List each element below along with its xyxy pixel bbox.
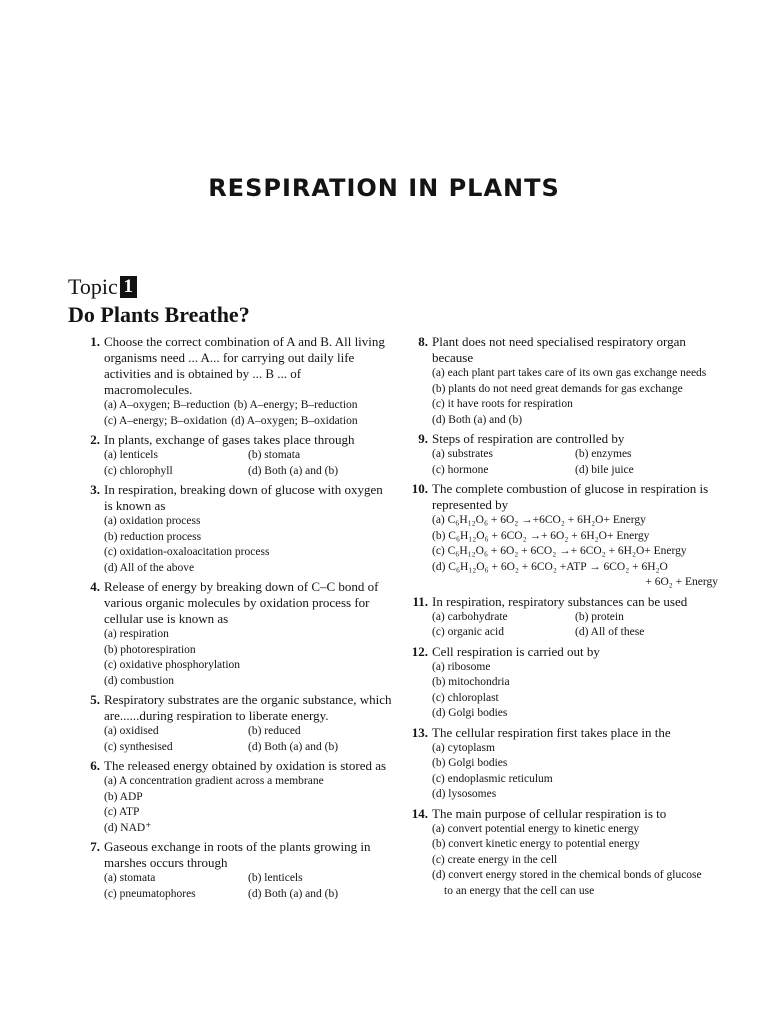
question-1 xyxy=(80,334,392,429)
question-3 xyxy=(80,482,392,576)
option-c: (c) hormone xyxy=(432,463,489,476)
option-d: (d) Both (a) and (b) xyxy=(248,740,339,753)
option-c: (c) create energy in the cell xyxy=(432,853,558,866)
question-2 xyxy=(80,432,392,479)
option-b: (b) Golgi bodies xyxy=(432,757,508,769)
option-c: (c) pneumatophores xyxy=(104,887,196,900)
section-heading: Do Plants Breathe? xyxy=(68,302,250,327)
topic-number-badge: 1 xyxy=(120,276,137,298)
option-a: (a) oxidation process xyxy=(104,515,201,527)
question-stem: The cellular respiration first takes place in the xyxy=(432,724,671,740)
question-number: 4. xyxy=(90,579,100,594)
question-14 xyxy=(404,806,718,900)
option-a: (a) ribosome xyxy=(432,660,491,673)
question-stem: Steps of respiration are controlled by xyxy=(432,431,625,446)
option-d: (d) bile juice xyxy=(575,463,634,476)
option-a: (a) stomata xyxy=(104,872,156,884)
option-a: (a) oxidised xyxy=(104,725,159,737)
question-12 xyxy=(404,644,718,722)
option-d-continued: + 6O₂ + Energy xyxy=(645,576,718,588)
option-d: (d) Both (a) and (b) xyxy=(432,413,523,426)
topic-label xyxy=(68,274,137,300)
question-6 xyxy=(80,758,392,836)
question-stem: Choose the correct combination of A and B. All living organisms need ... A... for carrying out daily life activities and is obtained by ... B ... of macromolecules. xyxy=(104,334,385,397)
option-b: (b) C₆H₁₂O₆ + 6CO₂ →+ 6O₂ + 6H₂O+ Energy xyxy=(432,529,650,542)
question-stem: In plants, exchange of gases takes place through xyxy=(104,432,355,447)
option-b: (b) convert kinetic energy to potential energy xyxy=(432,838,640,850)
option-c: (c) it have roots for respiration xyxy=(432,398,573,410)
option-a: (a) carbohydrate xyxy=(432,610,508,623)
option-c: (c) endoplasmic reticulum xyxy=(432,772,553,785)
option-c: (c) chloroplast xyxy=(432,691,499,704)
question-7 xyxy=(80,839,392,902)
question-stem: Release of energy by breaking down of C–C bond of various organic molecules by oxidation process for cellular use is known as xyxy=(104,579,379,626)
option-a: (a) lenticels xyxy=(104,449,158,461)
option-d: (d) A–oxygen; B–oxidation xyxy=(231,414,358,427)
option-c: (c) oxidation-oxaloacitation process xyxy=(104,546,270,558)
question-stem: In respiration, breaking down of glucose with oxygen is known as xyxy=(104,482,383,513)
option-a: (a) respiration xyxy=(104,628,169,640)
question-number: 10. xyxy=(411,481,428,496)
question-number: 9. xyxy=(418,431,428,446)
option-a: (a) A concentration gradient across a membrane xyxy=(104,775,324,787)
question-number: 13. xyxy=(411,724,428,740)
option-b: (b) plants do not need great demands for gas exchange xyxy=(432,382,683,395)
option-d: (d) convert energy stored in the chemical bonds of glucose xyxy=(432,869,702,881)
option-a: (a) cytoplasm xyxy=(432,741,495,754)
option-b: (b) mitochondria xyxy=(432,676,510,688)
page-title: RESPIRATION IN PLANTS xyxy=(208,174,560,203)
option-c: (c) oxidative phosphorylation xyxy=(104,659,241,671)
question-stem: Cell respiration is carried out by xyxy=(432,643,600,659)
option-a: (a) substrates xyxy=(432,448,493,460)
question-5 xyxy=(80,692,392,755)
right-column xyxy=(404,334,718,902)
option-d: (d) Both (a) and (b) xyxy=(248,887,339,900)
question-number: 5. xyxy=(90,692,100,707)
option-b: (b) enzymes xyxy=(575,448,632,460)
question-9 xyxy=(404,431,718,478)
option-d: (d) All of the above xyxy=(104,561,195,574)
option-c: (c) synthesised xyxy=(104,740,173,753)
option-b: (b) stomata xyxy=(248,449,301,461)
option-d: (d) Golgi bodies xyxy=(432,707,508,719)
option-d: (d) combustion xyxy=(104,674,174,687)
question-number: 1. xyxy=(90,334,100,349)
question-stem: Gaseous exchange in roots of the plants growing in marshes occurs through xyxy=(104,839,371,870)
topic-word: Topic xyxy=(68,274,118,299)
option-b: (b) reduction process xyxy=(104,530,202,543)
question-number: 3. xyxy=(90,482,100,497)
option-c: (c) ATP xyxy=(104,806,140,818)
question-number: 2. xyxy=(90,432,100,447)
option-d: (d) NAD⁺ xyxy=(104,821,152,834)
question-number: 6. xyxy=(90,758,100,773)
question-11 xyxy=(404,594,718,641)
option-b: (b) reduced xyxy=(248,725,301,737)
option-b: (b) A–energy; B–reduction xyxy=(233,399,358,411)
question-stem: Plant does not need specialised respiratory organ because xyxy=(432,334,686,365)
option-a: (a) C₆H₁₂O₆ + 6O₂ →+6CO₂ + 6H₂O+ Energy xyxy=(432,514,646,526)
question-4 xyxy=(80,579,392,689)
option-d: (d) Both (a) and (b) xyxy=(248,464,339,477)
option-d: (d) lysosomes xyxy=(432,788,497,800)
question-10 xyxy=(404,481,718,591)
question-stem: Respiratory substrates are the organic substance, which are......during respiration to liberate energy. xyxy=(104,692,392,723)
question-number: 14. xyxy=(411,805,428,821)
option-c: (c) chlorophyll xyxy=(104,464,173,477)
question-stem: In respiration, respiratory substances can be used xyxy=(432,593,688,609)
option-b: (b) ADP xyxy=(104,790,143,803)
option-a: (a) A–oxygen; B–reduction xyxy=(104,399,230,411)
option-d: (d) C₆H₁₂O₆ + 6O₂ + 6CO₂ +ATP → 6CO₂ + 6H₂O xyxy=(432,560,668,573)
question-stem: The main purpose of cellular respiration is to xyxy=(432,805,667,821)
option-d: (d) All of these xyxy=(575,626,645,638)
option-b: (b) protein xyxy=(575,610,624,623)
option-d-continued: to an energy that the cell can use xyxy=(444,884,595,897)
option-b: (b) lenticels xyxy=(248,872,303,884)
question-number: 7. xyxy=(90,839,100,854)
question-number: 11. xyxy=(412,593,428,609)
option-c: (c) organic acid xyxy=(432,626,504,638)
left-column xyxy=(80,334,392,905)
question-8 xyxy=(404,334,718,428)
option-b: (b) photorespiration xyxy=(104,643,196,656)
option-c: (c) A–energy; B–oxidation xyxy=(104,414,228,427)
option-c: (c) C₆H₁₂O₆ + 6O₂ + 6CO₂ →+ 6CO₂ + 6H₂O+ Energy xyxy=(432,545,687,557)
question-13 xyxy=(404,725,718,803)
question-stem: The complete combustion of glucose in respiration is represented by xyxy=(432,481,709,512)
question-stem: The released energy obtained by oxidation is stored as xyxy=(104,758,387,773)
option-a: (a) each plant part takes care of its own gas exchange needs xyxy=(432,367,707,379)
question-number: 8. xyxy=(418,334,428,349)
option-a: (a) convert potential energy to kinetic energy xyxy=(432,822,640,835)
question-number: 12. xyxy=(411,643,428,659)
